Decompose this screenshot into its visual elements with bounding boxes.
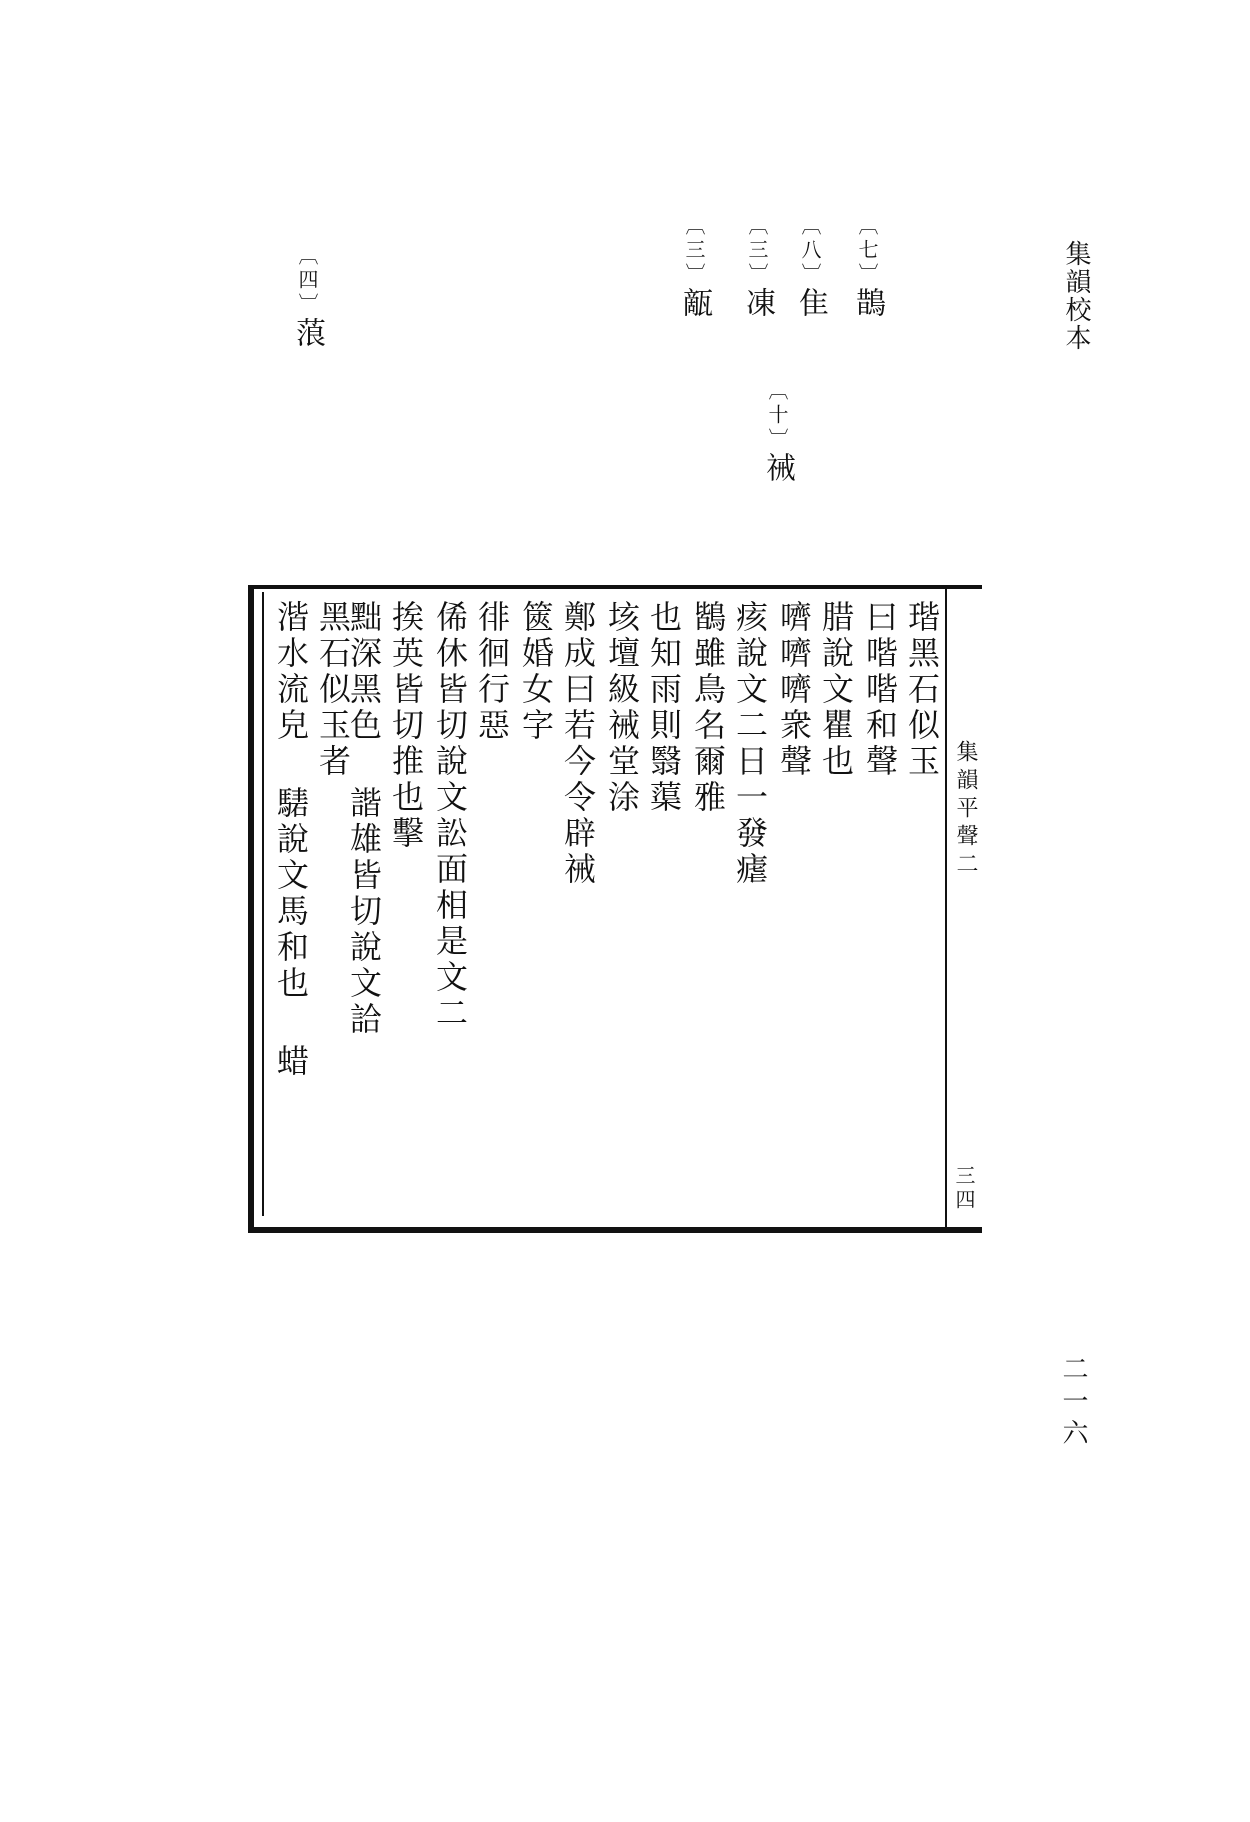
text-column [515,600,601,1215]
note-marker: 〔三〕 [745,215,769,287]
note-marker: 〔十〕 [765,380,789,452]
block-spine [945,589,978,1227]
collation-note [845,215,889,321]
column-line: 瑎黑石似玉 [903,600,941,780]
column-line: 黜深黑色 諧雄皆切說文詥 [345,600,383,1038]
column-line: 痎說文二日一發瘧 [731,600,769,888]
text-column [687,600,773,1215]
column-line: 黑石似玉者 [314,600,352,780]
collation-note [755,380,799,486]
column-line: 嚌嚌嚌衆聲 [775,600,813,780]
column-line: 湝水流皃 騞說文馬和也 蜡 [272,600,310,1080]
column-line: 鄭成曰若今令辟祴 [559,600,597,888]
book-title-header: 集韻校本 [1061,240,1091,352]
note-marker: 〔三〕 [682,215,706,287]
column-line: 垓壇級祴堂涂 [603,600,641,816]
note-marker: 〔七〕 [855,215,879,287]
column-line: 腊說文瞿也 [817,600,855,780]
collation-note [735,215,779,321]
text-column [429,600,515,1215]
spine-leaf-number: 三四 [952,1165,976,1213]
collation-note [788,215,832,321]
text-column [270,600,356,1215]
text-column [773,600,859,1215]
page-number: 二一六 [1058,1355,1088,1451]
text-column [859,600,945,1215]
column-line: 也知雨則翳蕖 [645,600,683,816]
column-line: 曰喈喈和聲 [861,600,899,780]
note-text: 甋 [677,287,712,321]
note-text: 祴 [760,452,795,486]
collation-note [672,215,716,321]
note-marker: 〔八〕 [798,215,822,287]
note-text: 隹 [793,287,828,321]
column-line: 徘徊行惡 [473,600,511,744]
column-line: 挨英皆切推也擊 [387,600,425,852]
note-text: 凍 [740,287,775,321]
note-text: 鵲 [850,287,885,321]
collation-note [285,245,329,351]
column-line: 鶛雖鳥名爾雅 [689,600,727,816]
column-line: 俙休皆切說文訟面相是文二 [431,600,469,1032]
text-column [601,600,687,1215]
column-line: 篋婚女字 [517,600,555,744]
frame-inner-rule [262,592,264,1216]
note-marker: 〔四〕 [295,245,319,317]
note-text: 蒗 [290,317,325,351]
spine-title: 集韻平聲二 [953,740,978,880]
